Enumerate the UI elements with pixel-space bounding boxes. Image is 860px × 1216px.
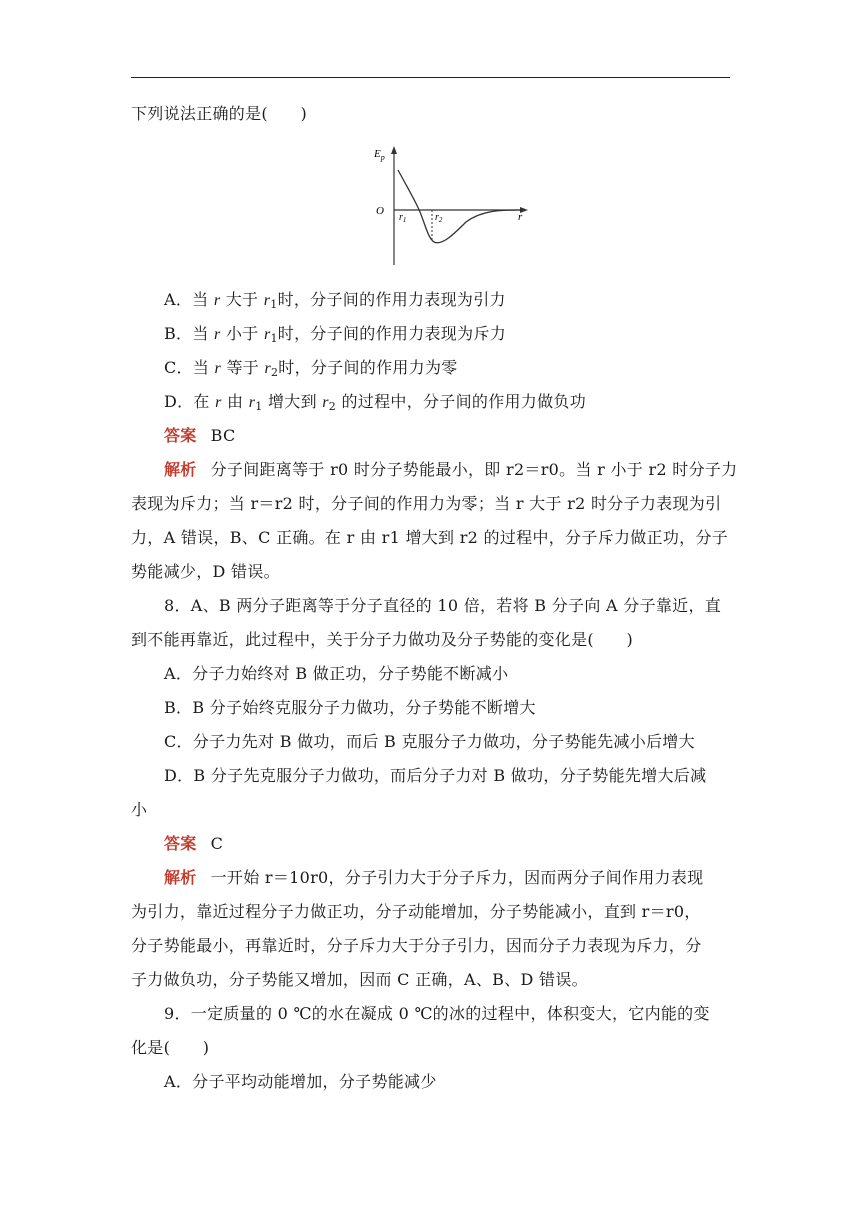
r1-label: $r_1$ [399, 212, 407, 224]
answer-label: 答案 [164, 834, 197, 853]
q7-analysis-line-4: 势能减少，D 错误。 [131, 562, 280, 581]
potential-energy-graph [362, 140, 534, 270]
q8-analysis-line-4: 子力做负功，分子势能又增加，因而 C 正确，A、B、D 错误。 [131, 970, 588, 989]
q8-option-c: C．分子力先对 B 做功，而后 B 克服分子力做功，分子势能先减小后增大 [164, 732, 695, 751]
answer-label: 答案 [164, 426, 197, 445]
y-axis-label: $E_p$ [374, 148, 385, 162]
q7-option-c: C．当 r 等于 $r_2$时，分子间的作用力为零 [164, 358, 458, 379]
q7-option-b: B．当 r 小于 $r_1$时，分子间的作用力表现为斥力 [164, 324, 506, 345]
q9-option-a: A．分子平均动能增加，分子势能减少 [164, 1072, 437, 1091]
analysis-label: 解析 [164, 460, 197, 479]
q8-analysis-line-1: 解析 一开始 r＝10r0，分子引力大于分子斥力，因而两分子间作用力表现 [164, 868, 704, 887]
q7-option-a: A．当 r 大于 $r_1$时，分子间的作用力表现为引力 [164, 290, 506, 311]
header-rule [131, 77, 730, 78]
x-axis-label: r [518, 211, 523, 223]
q8-option-d-cont: 小 [131, 800, 148, 819]
q8-option-b: B．B 分子始终克服分子力做功，分子势能不断增大 [164, 698, 536, 717]
q8-stem-line-1: 8．A、B 两分子距离等于分子直径的 10 倍，若将 B 分子向 A 分子靠近，直 [164, 596, 722, 615]
q8-answer: 答案 C [164, 834, 224, 853]
q8-stem-line-2: 到不能再靠近，此过程中，关于分子力做功及分子势能的变化是( ) [131, 630, 634, 649]
question-intro: 下列说法正确的是( ) [131, 104, 308, 123]
analysis-label: 解析 [164, 868, 197, 887]
q9-stem-line-1: 9．一定质量的 0 ℃的水在凝成 0 ℃的冰的过程中，体积变大，它内能的变 [164, 1004, 710, 1023]
q8-analysis-line-3: 分子势能最小，再靠近时，分子斥力大于分子引力，因而分子力表现为斥力，分 [131, 936, 702, 955]
q8-analysis-line-2: 为引力，靠近过程分子力做正功，分子动能增加，分子势能减小，直到 r＝r0， [131, 902, 701, 921]
potential-curve [398, 170, 520, 243]
q7-analysis-line-2: 表现为斥力；当 r＝r2 时，分子间的作用力为零；当 r 大于 r2 时分子力表现为引 [131, 494, 722, 513]
origin-label: O [376, 205, 384, 217]
q7-answer: 答案 BC [164, 426, 236, 445]
y-axis-arrow [391, 146, 397, 154]
r2-label: $r_2$ [435, 212, 443, 224]
q8-option-a: A．分子力始终对 B 做正功，分子势能不断减小 [164, 664, 509, 683]
q7-analysis-line-1: 解析 分子间距离等于 r0 时分子势能最小，即 r2＝r0。当 r 小于 r2 时分子力 [164, 460, 738, 479]
q8-option-d: D．B 分子先克服分子力做功，而后分子力对 B 做功，分子势能先增大后减 [164, 766, 707, 785]
q7-option-d: D．在 r 由 $r_1$ 增大到 $r_2$ 的过程中，分子间的作用力做负功 [164, 392, 586, 413]
q7-analysis-line-3: 力，A 错误，B、C 正确。在 r 由 r1 增大到 r2 的过程中，分子斥力做正功，分子 [131, 528, 729, 547]
q9-stem-line-2: 化是( ) [131, 1038, 210, 1057]
